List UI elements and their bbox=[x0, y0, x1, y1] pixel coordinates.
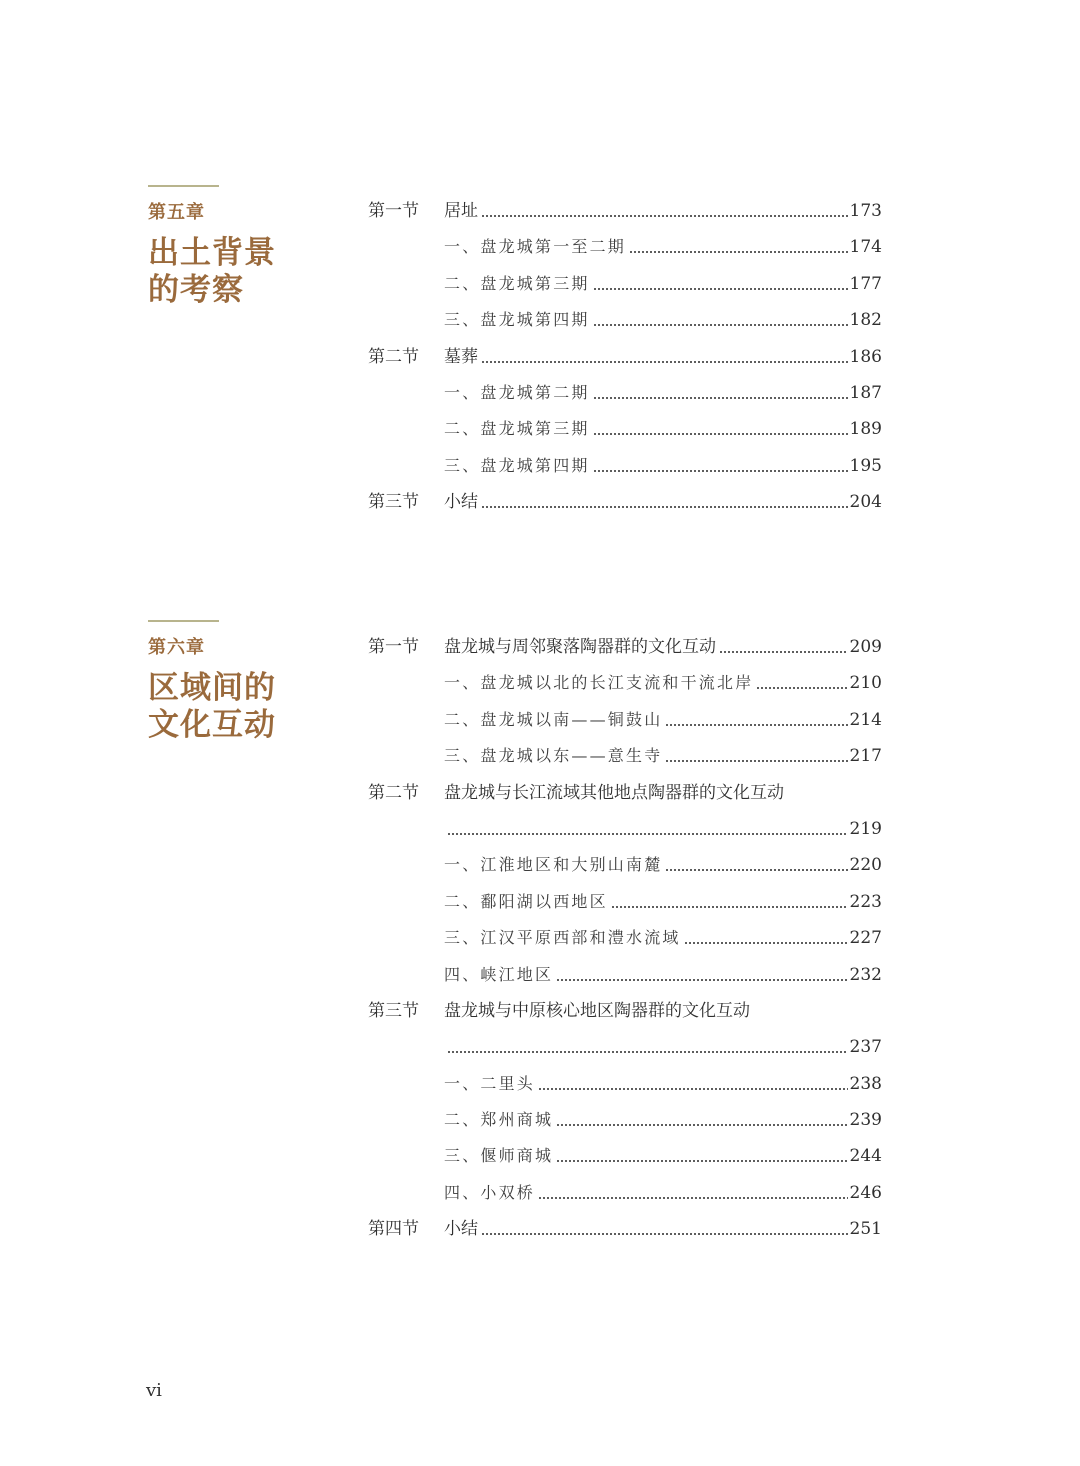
dot-leader bbox=[481, 361, 848, 363]
section-label: 第一节 bbox=[368, 637, 419, 657]
toc-line bbox=[444, 1218, 882, 1240]
toc-line bbox=[444, 1109, 882, 1131]
page-number: 238 bbox=[849, 1073, 882, 1094]
page-number: 189 bbox=[849, 419, 882, 440]
page-number: 237 bbox=[849, 1037, 882, 1058]
toc-section-entry[interactable] bbox=[368, 1218, 882, 1254]
toc-line bbox=[444, 964, 882, 986]
entry-title: 盘龙城与中原核心地区陶器群的文化互动 bbox=[444, 1000, 750, 1021]
page-number: 204 bbox=[849, 492, 882, 513]
dot-leader bbox=[684, 942, 848, 944]
entry-title: 一、江淮地区和大别山南麓 bbox=[444, 855, 663, 875]
toc-entry[interactable] bbox=[368, 1182, 882, 1218]
dot-leader bbox=[447, 833, 848, 835]
toc-entry[interactable] bbox=[368, 418, 882, 454]
chapter-title bbox=[148, 670, 318, 744]
entry-title: 二、盘龙城以南——铜鼓山 bbox=[444, 709, 663, 729]
page-number: 244 bbox=[849, 1146, 882, 1167]
dot-leader bbox=[593, 470, 848, 472]
dot-leader bbox=[556, 979, 847, 981]
toc-line bbox=[444, 346, 882, 368]
dot-leader bbox=[756, 687, 847, 689]
dot-leader bbox=[481, 506, 848, 508]
entry-title: 三、盘龙城第四期 bbox=[444, 455, 590, 475]
entry-title: 三、盘龙城以东——意生寺 bbox=[444, 746, 663, 766]
dot-leader bbox=[481, 1233, 848, 1235]
section-label: 第二节 bbox=[368, 346, 419, 367]
dot-leader bbox=[593, 324, 848, 326]
page-number: 227 bbox=[849, 928, 882, 949]
toc-entry[interactable] bbox=[368, 927, 882, 963]
toc-line bbox=[444, 309, 882, 331]
toc-entry[interactable] bbox=[368, 1036, 882, 1072]
entry-title: 二、盘龙城第三期 bbox=[444, 273, 590, 293]
toc-line bbox=[444, 1145, 882, 1167]
entry-title: 二、鄱阳湖以西地区 bbox=[444, 891, 608, 911]
toc-line bbox=[444, 1036, 882, 1058]
toc-entry[interactable] bbox=[368, 709, 882, 745]
dot-leader bbox=[556, 1124, 847, 1126]
dot-leader bbox=[538, 1088, 848, 1090]
page-number: 174 bbox=[849, 237, 882, 258]
toc-line bbox=[444, 1000, 882, 1022]
page-number: 223 bbox=[849, 891, 882, 912]
entry-title: 三、江汉平原西部和澧水流域 bbox=[444, 928, 681, 948]
page-number: 239 bbox=[849, 1110, 882, 1131]
dot-leader bbox=[611, 906, 848, 908]
chapter-5-heading bbox=[148, 185, 318, 309]
entry-title: 小结 bbox=[444, 492, 478, 513]
chapter-number: 第五章 bbox=[148, 202, 205, 223]
chapter-5-toc bbox=[368, 200, 882, 528]
dot-leader bbox=[629, 251, 848, 253]
chapter-rule bbox=[148, 185, 219, 187]
entry-title: 一、盘龙城第二期 bbox=[444, 382, 590, 402]
chapter-title-line: 出土背景 bbox=[148, 235, 276, 271]
entry-title: 一、二里头 bbox=[444, 1073, 536, 1093]
chapter-title-line: 文化互动 bbox=[148, 707, 276, 743]
toc-entry[interactable] bbox=[368, 309, 882, 345]
toc-section-entry[interactable] bbox=[368, 636, 882, 672]
section-label: 第四节 bbox=[368, 1219, 419, 1240]
dot-leader bbox=[665, 724, 847, 726]
chapter-number: 第六章 bbox=[148, 637, 205, 658]
dot-leader bbox=[665, 760, 847, 762]
page-number: vi bbox=[146, 1380, 162, 1401]
toc-line bbox=[444, 200, 882, 222]
page-number: 220 bbox=[849, 855, 882, 876]
dot-leader bbox=[593, 288, 848, 290]
toc-entry[interactable] bbox=[368, 1073, 882, 1109]
toc-line bbox=[444, 854, 882, 876]
page-number: 246 bbox=[849, 1182, 882, 1203]
toc-line bbox=[444, 236, 882, 258]
entry-title: 二、盘龙城第三期 bbox=[444, 419, 590, 439]
chapter-6-heading bbox=[148, 620, 318, 744]
chapter-rule bbox=[148, 620, 219, 622]
toc-entry[interactable] bbox=[368, 672, 882, 708]
toc-line bbox=[444, 891, 882, 913]
toc-line bbox=[444, 818, 882, 840]
dot-leader bbox=[593, 433, 848, 435]
toc-line bbox=[444, 273, 882, 295]
section-label: 第三节 bbox=[368, 1000, 419, 1021]
chapter-title-line: 区域间的 bbox=[148, 670, 276, 706]
page-number: 232 bbox=[849, 964, 882, 985]
toc-entry[interactable] bbox=[368, 455, 882, 491]
chapter-title bbox=[148, 235, 318, 309]
section-label: 第二节 bbox=[368, 782, 419, 803]
entry-title: 墓葬 bbox=[444, 346, 478, 367]
page-number: 251 bbox=[849, 1219, 882, 1240]
chapter-6-toc bbox=[368, 636, 882, 1255]
toc-line bbox=[444, 745, 882, 767]
toc-line bbox=[444, 709, 882, 731]
toc-entry[interactable] bbox=[368, 854, 882, 890]
page-number: 214 bbox=[849, 709, 882, 730]
entry-title: 一、盘龙城以北的长江支流和干流北岸 bbox=[444, 673, 754, 693]
page-number: 209 bbox=[849, 637, 882, 657]
toc-line bbox=[444, 1073, 882, 1095]
entry-title: 小结 bbox=[444, 1219, 478, 1240]
entry-title: 一、盘龙城第一至二期 bbox=[444, 237, 627, 257]
dot-leader bbox=[481, 215, 848, 217]
entry-title: 三、偃师商城 bbox=[444, 1146, 554, 1166]
entry-title: 盘龙城与周邻聚落陶器群的文化互动 bbox=[444, 637, 716, 657]
entry-title: 居址 bbox=[444, 201, 478, 221]
section-label: 第一节 bbox=[368, 201, 419, 221]
toc-entry[interactable] bbox=[368, 818, 882, 854]
page-number: 186 bbox=[849, 346, 882, 367]
page-number: 182 bbox=[849, 310, 882, 331]
toc-section-entry[interactable] bbox=[368, 1000, 882, 1036]
entry-title: 四、峡江地区 bbox=[444, 964, 554, 984]
toc-section-entry[interactable] bbox=[368, 782, 882, 818]
toc-line bbox=[444, 636, 882, 658]
toc-line bbox=[444, 382, 882, 404]
entry-title: 二、郑州商城 bbox=[444, 1110, 554, 1130]
toc-line bbox=[444, 927, 882, 949]
toc-entry[interactable] bbox=[368, 1145, 882, 1181]
page-number: 173 bbox=[849, 201, 882, 221]
toc-line bbox=[444, 418, 882, 440]
toc-entry[interactable] bbox=[368, 382, 882, 418]
dot-leader bbox=[719, 651, 848, 653]
toc-line bbox=[444, 455, 882, 477]
page-number: 177 bbox=[849, 273, 882, 294]
toc-entry[interactable] bbox=[368, 273, 882, 309]
entry-title: 盘龙城与长江流域其他地点陶器群的文化互动 bbox=[444, 782, 784, 803]
toc-section-entry[interactable] bbox=[368, 346, 882, 382]
entry-title: 三、盘龙城第四期 bbox=[444, 310, 590, 330]
toc-entry[interactable] bbox=[368, 1109, 882, 1145]
dot-leader bbox=[593, 397, 848, 399]
toc-section-entry[interactable] bbox=[368, 491, 882, 527]
toc-section-entry[interactable] bbox=[368, 200, 882, 236]
dot-leader bbox=[538, 1197, 848, 1199]
dot-leader bbox=[556, 1160, 847, 1162]
page-number: 195 bbox=[849, 455, 882, 476]
page-number: 217 bbox=[849, 746, 882, 767]
toc-entry[interactable] bbox=[368, 236, 882, 272]
dot-leader bbox=[447, 1051, 848, 1053]
toc-entry[interactable] bbox=[368, 964, 882, 1000]
toc-entry[interactable] bbox=[368, 745, 882, 781]
toc-line bbox=[444, 1182, 882, 1204]
page-number: 187 bbox=[849, 382, 882, 403]
toc-line bbox=[444, 672, 882, 694]
section-label: 第三节 bbox=[368, 492, 419, 513]
dot-leader bbox=[665, 869, 847, 871]
entry-title: 四、小双桥 bbox=[444, 1182, 536, 1202]
page-number: 219 bbox=[849, 818, 882, 839]
page-number: 210 bbox=[849, 673, 882, 694]
chapter-title-line: 的考察 bbox=[148, 272, 244, 308]
toc-line bbox=[444, 782, 882, 804]
toc-line bbox=[444, 491, 882, 513]
toc-entry[interactable] bbox=[368, 891, 882, 927]
